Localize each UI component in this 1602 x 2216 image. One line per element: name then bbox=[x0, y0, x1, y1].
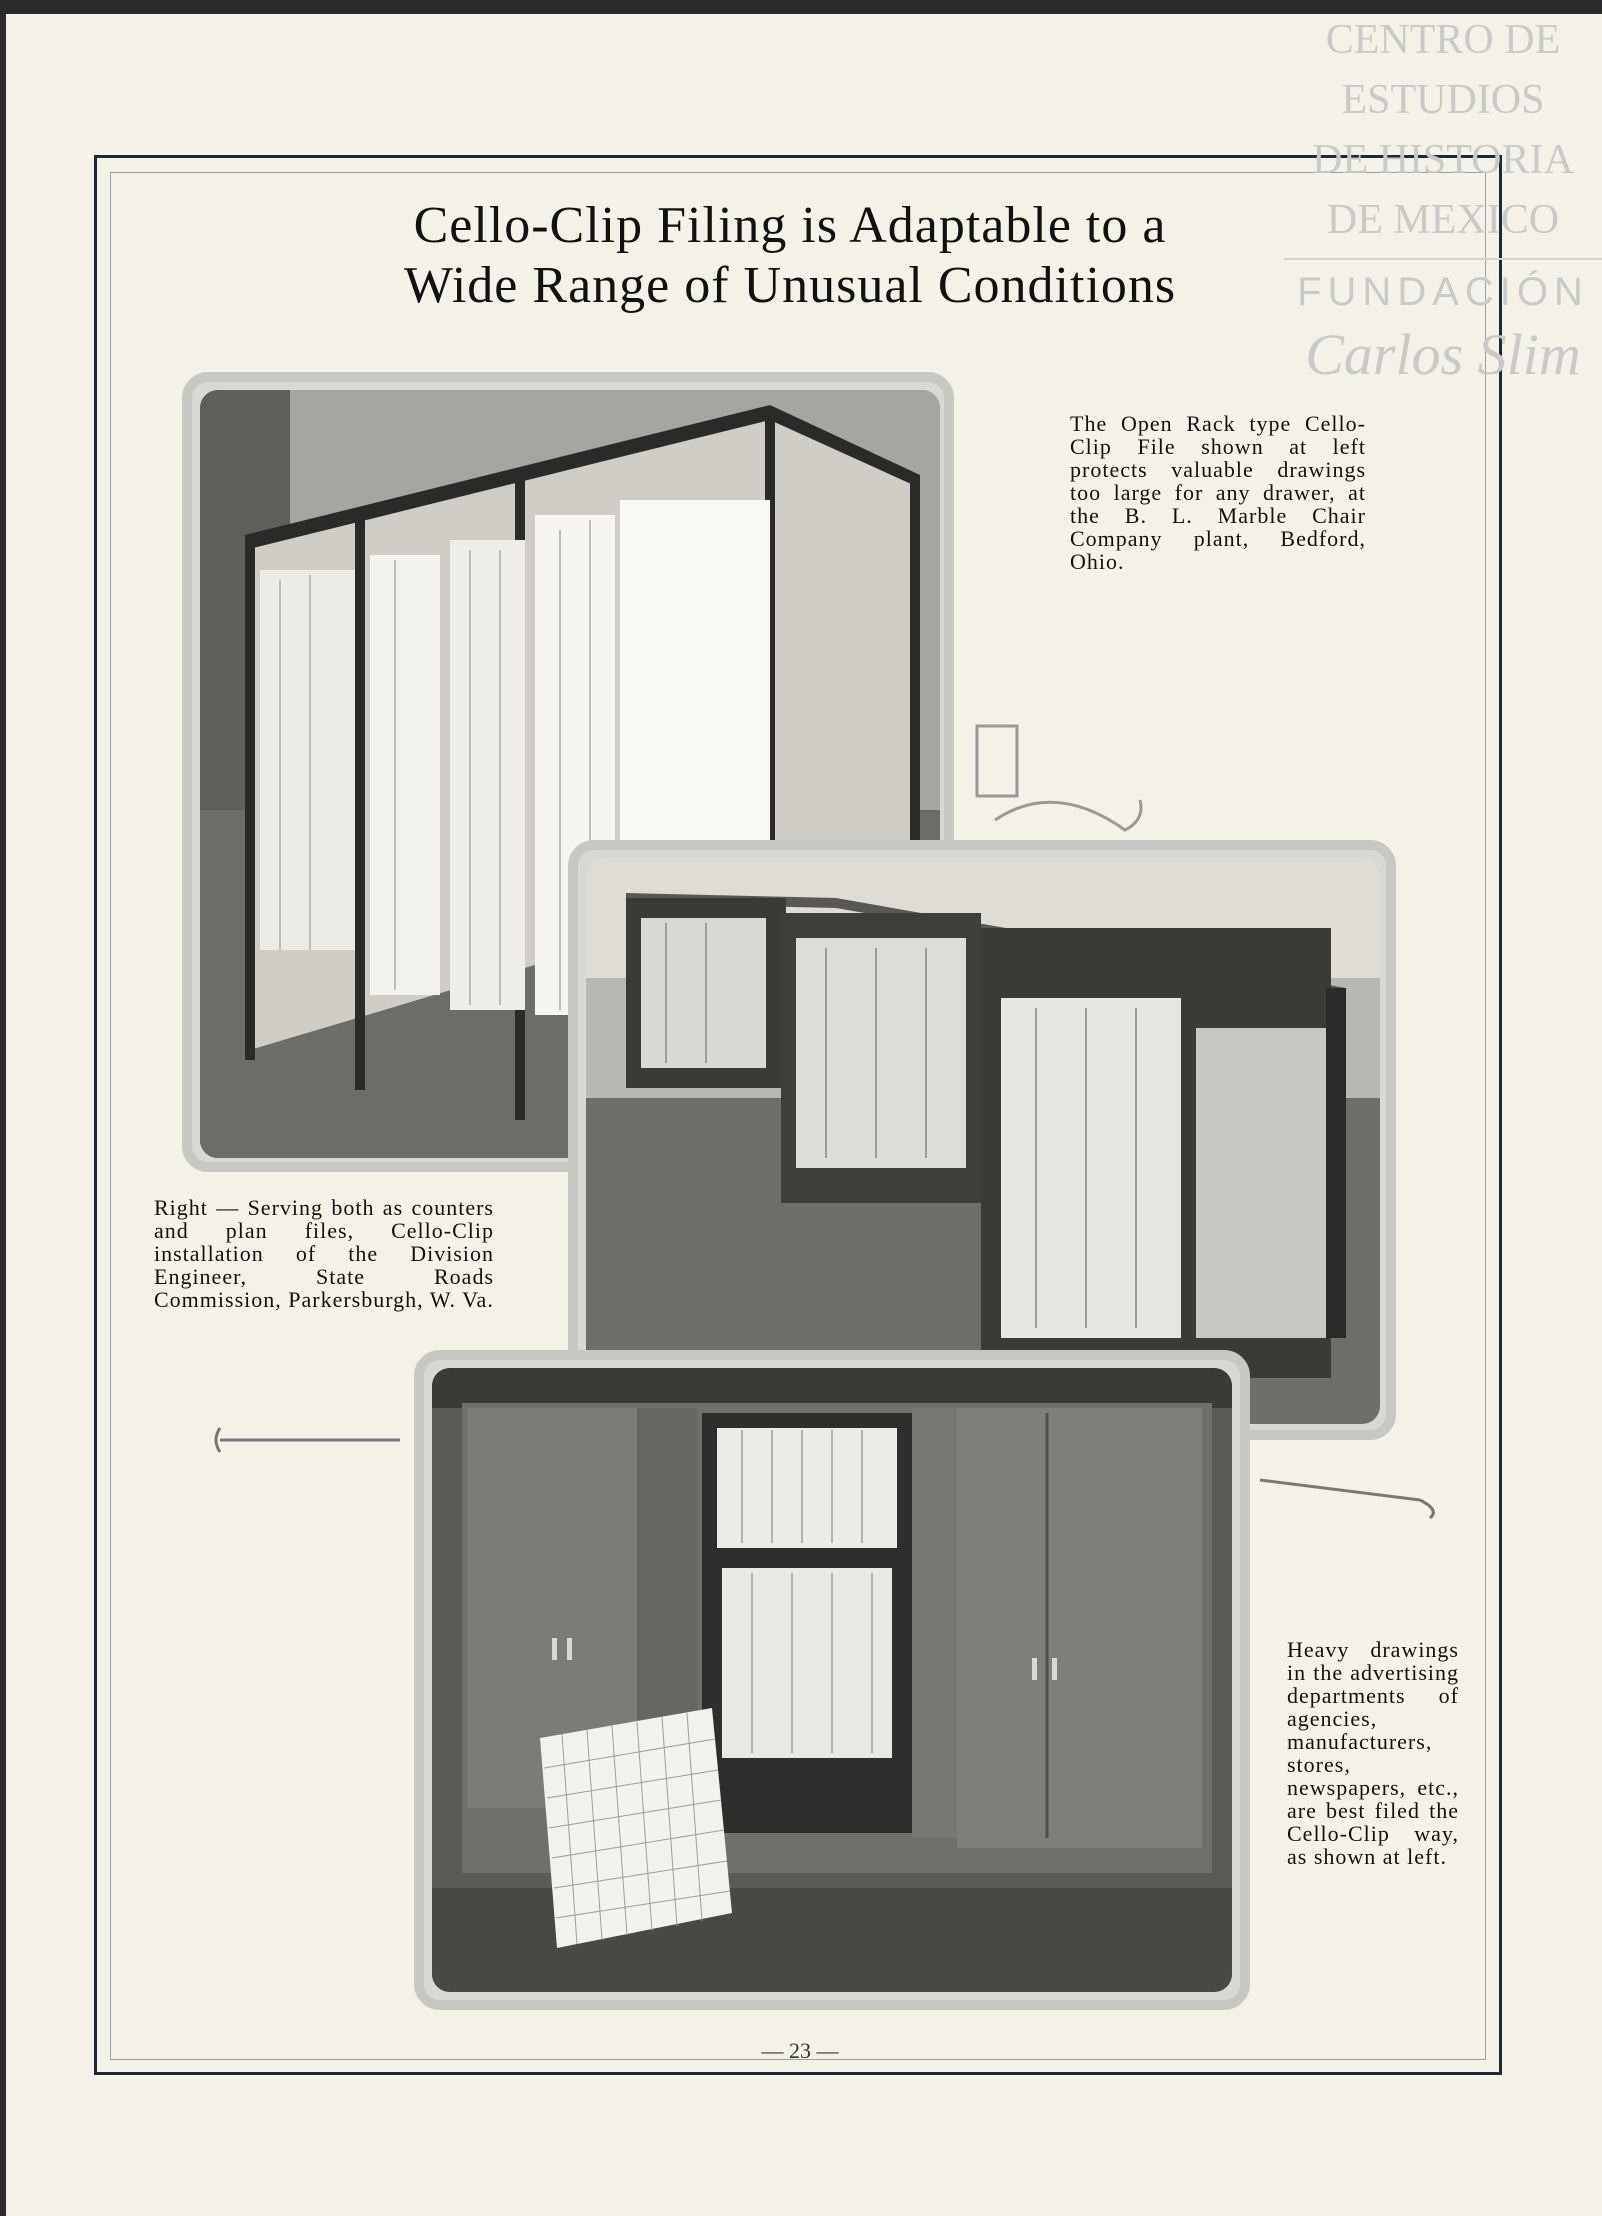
watermark-org: FUNDACIÓN bbox=[1284, 258, 1602, 315]
flourish-left bbox=[210, 1420, 410, 1460]
caption-heavy-drawings: Heavy drawings in the advertising departments of agencies, manufacturers, stores, newspapers, etc., are best filed the Cello-Clip way, as shown at left. bbox=[1287, 1637, 1459, 1869]
photo-counters bbox=[586, 858, 1380, 1424]
watermark-line-1: CENTRO DE bbox=[1325, 17, 1561, 63]
title-line-1: Cello-Clip Filing is Adaptable to a bbox=[413, 197, 1167, 254]
photo-cabinet bbox=[432, 1368, 1232, 1992]
page-title bbox=[300, 196, 1280, 316]
caption-open-rack: The Open Rack type Cello-Clip File shown at left protects valuable drawings too large for any drawer, at the B. L. Marble Chair Company plant, Bedford, Ohio. bbox=[1070, 411, 1366, 574]
caption-counters: Right — Serving both as counters and plan files, Cello-Clip installation of the Division Engineer, State Roads Commission, Parkersburgh, W. Va. bbox=[154, 1195, 494, 1312]
watermark-line-3: DE HISTORIA bbox=[1312, 137, 1574, 183]
watermark-signature: Carlos Slim bbox=[1305, 322, 1581, 387]
title-line-2: Wide Range of Unusual Conditions bbox=[403, 257, 1177, 314]
scan-edge-left bbox=[0, 0, 6, 2216]
archive-watermark bbox=[1284, 10, 1602, 388]
watermark-line-4: DE MEXICO bbox=[1326, 197, 1560, 243]
flourish-right bbox=[1250, 1460, 1450, 1520]
flourish-top bbox=[975, 720, 1155, 840]
page-number: — 23 — bbox=[761, 2038, 839, 2063]
watermark-line-2: ESTUDIOS bbox=[1341, 77, 1545, 123]
